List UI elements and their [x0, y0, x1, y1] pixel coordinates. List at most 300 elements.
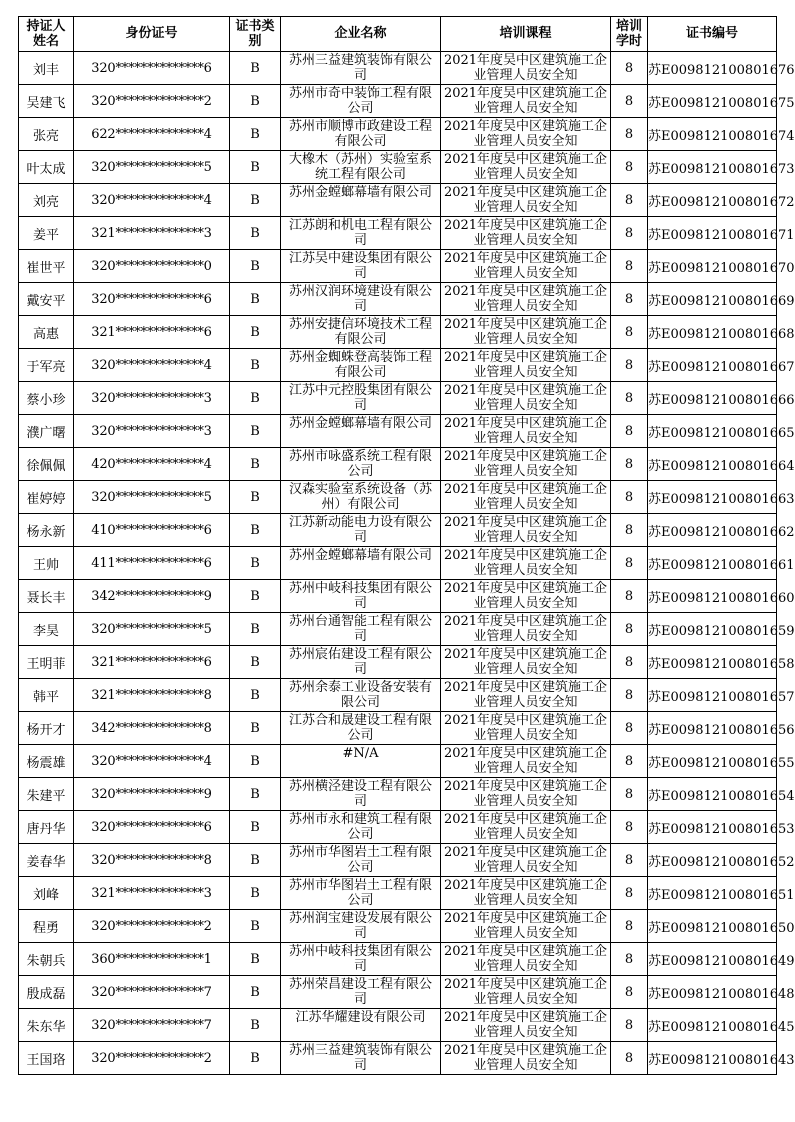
- cell-cert-no: 苏E009812100801661: [648, 547, 777, 580]
- cell-company-text: 苏州台通智能工程有限公司: [288, 614, 432, 644]
- table-row: [19, 811, 777, 844]
- cell-course-text: 2021年度吴中区建筑施工企业管理人员安全知: [443, 779, 608, 809]
- cell-category: B: [230, 679, 281, 712]
- cell-cert-no: 苏E009812100801667: [648, 349, 777, 382]
- cell-course-text: 2021年度吴中区建筑施工企业管理人员安全知: [443, 482, 608, 512]
- cell-course: [441, 976, 611, 1009]
- cell-id-no: 320**************5: [74, 613, 230, 646]
- cell-course: [441, 679, 611, 712]
- cell-company-text: 苏州市顺博市政建设工程有限公司: [288, 119, 432, 149]
- cell-category: B: [230, 580, 281, 613]
- cell-course: [441, 85, 611, 118]
- cell-company: [281, 712, 441, 745]
- cell-category: B: [230, 283, 281, 316]
- header-course: 培训课程: [441, 17, 611, 52]
- cell-company: [281, 217, 441, 250]
- cell-cert-no: 苏E009812100801664: [648, 448, 777, 481]
- cell-hours: 8: [611, 778, 648, 811]
- cell-name: 聂长丰: [19, 580, 74, 613]
- cell-course-text: 2021年度吴中区建筑施工企业管理人员安全知: [443, 614, 608, 644]
- cell-hours: 8: [611, 877, 648, 910]
- cell-category: B: [230, 481, 281, 514]
- cell-cert-no: 苏E009812100801676: [648, 52, 777, 85]
- cell-company: [281, 316, 441, 349]
- cell-id-no: 320**************6: [74, 283, 230, 316]
- cell-id-no: 342**************9: [74, 580, 230, 613]
- cell-course: [441, 712, 611, 745]
- cell-id-no: 320**************2: [74, 1042, 230, 1075]
- header-cert-no: 证书编号: [648, 17, 777, 52]
- cell-company-text: 汉森实验室系统设备（苏州）有限公司: [288, 482, 432, 512]
- cell-cert-no: 苏E009812100801650: [648, 910, 777, 943]
- table-row: [19, 877, 777, 910]
- cell-category: B: [230, 844, 281, 877]
- cell-company-text: 苏州三益建筑装饰有限公司: [288, 53, 432, 83]
- table-row: [19, 415, 777, 448]
- cell-category: B: [230, 943, 281, 976]
- cell-id-no: 321**************3: [74, 217, 230, 250]
- cell-name: 唐丹华: [19, 811, 74, 844]
- cell-hours: 8: [611, 217, 648, 250]
- cell-id-no: 410**************6: [74, 514, 230, 547]
- cell-company: [281, 778, 441, 811]
- header-company: 企业名称: [281, 17, 441, 52]
- cell-course-text: 2021年度吴中区建筑施工企业管理人员安全知: [443, 647, 608, 677]
- cell-company-text: 江苏朗和机电工程有限公司: [288, 218, 432, 248]
- cell-name: 殷成磊: [19, 976, 74, 1009]
- cell-company: [281, 811, 441, 844]
- cell-category: B: [230, 151, 281, 184]
- cell-course-text: 2021年度吴中区建筑施工企业管理人员安全知: [443, 86, 608, 116]
- cell-course-text: 2021年度吴中区建筑施工企业管理人员安全知: [443, 317, 608, 347]
- cell-company-text: 苏州中岐科技集团有限公司: [288, 944, 432, 974]
- cell-course-text: 2021年度吴中区建筑施工企业管理人员安全知: [443, 548, 608, 578]
- cell-hours: 8: [611, 646, 648, 679]
- cell-company: [281, 877, 441, 910]
- cell-hours: 8: [611, 316, 648, 349]
- cell-company-text: 苏州润宝建设发展有限公司: [288, 911, 432, 941]
- cell-course: [441, 646, 611, 679]
- cell-id-no: 321**************8: [74, 679, 230, 712]
- cell-category: B: [230, 349, 281, 382]
- cell-cert-no: 苏E009812100801643: [648, 1042, 777, 1075]
- cell-name: 吴建飞: [19, 85, 74, 118]
- cell-course-text: 2021年度吴中区建筑施工企业管理人员安全知: [443, 152, 608, 182]
- cell-company: [281, 250, 441, 283]
- cell-course-text: 2021年度吴中区建筑施工企业管理人员安全知: [443, 746, 608, 776]
- cell-hours: 8: [611, 349, 648, 382]
- cell-course-text: 2021年度吴中区建筑施工企业管理人员安全知: [443, 680, 608, 710]
- cell-company-text: 苏州市华图岩土工程有限公司: [288, 878, 432, 908]
- cell-name: 王国珞: [19, 1042, 74, 1075]
- cell-hours: 8: [611, 250, 648, 283]
- cell-company: [281, 910, 441, 943]
- table-row: [19, 151, 777, 184]
- cell-hours: 8: [611, 283, 648, 316]
- table-row: [19, 481, 777, 514]
- cell-cert-no: 苏E009812100801675: [648, 85, 777, 118]
- cell-category: B: [230, 1042, 281, 1075]
- cell-course: [441, 118, 611, 151]
- cell-company-text: 苏州三益建筑装饰有限公司: [288, 1043, 432, 1073]
- cell-name: 张亮: [19, 118, 74, 151]
- cell-company: [281, 580, 441, 613]
- cell-course: [441, 481, 611, 514]
- cell-company: [281, 448, 441, 481]
- cell-category: B: [230, 778, 281, 811]
- cell-course: [441, 580, 611, 613]
- cell-name: 姜春华: [19, 844, 74, 877]
- cell-cert-no: 苏E009812100801655: [648, 745, 777, 778]
- cell-category: B: [230, 52, 281, 85]
- cell-id-no: 411**************6: [74, 547, 230, 580]
- header-row: [19, 17, 777, 52]
- table-row: [19, 184, 777, 217]
- header-category: 证书类别: [230, 17, 281, 52]
- cell-hours: 8: [611, 85, 648, 118]
- cell-company-text: 苏州市咏盛系统工程有限公司: [288, 449, 432, 479]
- cell-company: [281, 85, 441, 118]
- cell-id-no: 321**************3: [74, 877, 230, 910]
- cell-company-text: 苏州横泾建设工程有限公司: [288, 779, 432, 809]
- cell-company: [281, 184, 441, 217]
- cell-category: B: [230, 415, 281, 448]
- cell-course-text: 2021年度吴中区建筑施工企业管理人员安全知: [443, 845, 608, 875]
- cell-course: [441, 415, 611, 448]
- cell-hours: 8: [611, 976, 648, 1009]
- cell-category: B: [230, 547, 281, 580]
- cell-name: 姜平: [19, 217, 74, 250]
- cell-cert-no: 苏E009812100801656: [648, 712, 777, 745]
- cell-company: [281, 679, 441, 712]
- cell-hours: 8: [611, 1042, 648, 1075]
- cell-hours: 8: [611, 481, 648, 514]
- cell-company: [281, 514, 441, 547]
- cell-category: B: [230, 1009, 281, 1042]
- table-row: [19, 613, 777, 646]
- cell-name: 杨永新: [19, 514, 74, 547]
- cell-id-no: 360**************1: [74, 943, 230, 976]
- cell-course-text: 2021年度吴中区建筑施工企业管理人员安全知: [443, 1043, 608, 1073]
- cell-company: [281, 613, 441, 646]
- cell-course: [441, 877, 611, 910]
- table-row: [19, 943, 777, 976]
- cell-company: [281, 415, 441, 448]
- cell-course: [441, 613, 611, 646]
- cell-id-no: 320**************6: [74, 811, 230, 844]
- cell-course: [441, 283, 611, 316]
- cell-name: 王帅: [19, 547, 74, 580]
- cell-course: [441, 778, 611, 811]
- cell-cert-no: 苏E009812100801669: [648, 283, 777, 316]
- cell-hours: 8: [611, 712, 648, 745]
- cell-course-text: 2021年度吴中区建筑施工企业管理人员安全知: [443, 812, 608, 842]
- cell-course: [441, 547, 611, 580]
- cell-id-no: 321**************6: [74, 316, 230, 349]
- cell-id-no: 320**************5: [74, 481, 230, 514]
- cell-id-no: 320**************4: [74, 745, 230, 778]
- cell-category: B: [230, 85, 281, 118]
- header-name: 持证人姓名: [19, 17, 74, 52]
- cell-cert-no: 苏E009812100801674: [648, 118, 777, 151]
- cell-cert-no: 苏E009812100801666: [648, 382, 777, 415]
- cell-name: 濮广曙: [19, 415, 74, 448]
- cell-company: [281, 382, 441, 415]
- cell-category: B: [230, 712, 281, 745]
- cell-hours: 8: [611, 613, 648, 646]
- cell-hours: 8: [611, 679, 648, 712]
- cell-company-text: 苏州金蜘蛛登高装饰工程有限公司: [288, 350, 432, 380]
- cell-id-no: 320**************6: [74, 52, 230, 85]
- cell-name: 王明菲: [19, 646, 74, 679]
- cell-name: 刘丰: [19, 52, 74, 85]
- table-row: [19, 217, 777, 250]
- cell-name: 韩平: [19, 679, 74, 712]
- cell-name: 徐佩佩: [19, 448, 74, 481]
- cell-id-no: 320**************5: [74, 151, 230, 184]
- certificate-table: [18, 16, 795, 1075]
- cell-category: B: [230, 382, 281, 415]
- cell-category: B: [230, 745, 281, 778]
- cell-company-text: 苏州市永和建筑工程有限公司: [288, 812, 432, 842]
- cell-hours: 8: [611, 448, 648, 481]
- cell-hours: 8: [611, 844, 648, 877]
- cell-course-text: 2021年度吴中区建筑施工企业管理人员安全知: [443, 1010, 608, 1040]
- cell-cert-no: 苏E009812100801665: [648, 415, 777, 448]
- cell-id-no: 320**************7: [74, 976, 230, 1009]
- cell-name: 蔡小珍: [19, 382, 74, 415]
- cell-id-no: 320**************3: [74, 382, 230, 415]
- cell-cert-no: 苏E009812100801645: [648, 1009, 777, 1042]
- table-row: [19, 349, 777, 382]
- cell-company-text: 苏州宸佑建设工程有限公司: [288, 647, 432, 677]
- cell-company-text: 苏州安捷信环境技术工程有限公司: [288, 317, 432, 347]
- table-row: [19, 910, 777, 943]
- cell-course: [441, 844, 611, 877]
- cell-course: [441, 151, 611, 184]
- cell-company: [281, 1009, 441, 1042]
- cell-company: [281, 349, 441, 382]
- cell-cert-no: 苏E009812100801658: [648, 646, 777, 679]
- cell-id-no: 320**************2: [74, 85, 230, 118]
- cell-course: [441, 1042, 611, 1075]
- cell-category: B: [230, 646, 281, 679]
- cell-company: [281, 283, 441, 316]
- cell-course-text: 2021年度吴中区建筑施工企业管理人员安全知: [443, 218, 608, 248]
- cell-course-text: 2021年度吴中区建筑施工企业管理人员安全知: [443, 416, 608, 446]
- cell-course-text: 2021年度吴中区建筑施工企业管理人员安全知: [443, 581, 608, 611]
- table-row: [19, 283, 777, 316]
- cell-company: [281, 151, 441, 184]
- cell-company-text: 苏州汉润环境建设有限公司: [288, 284, 432, 314]
- cell-id-no: 320**************3: [74, 415, 230, 448]
- cell-course: [441, 184, 611, 217]
- cell-course-text: 2021年度吴中区建筑施工企业管理人员安全知: [443, 350, 608, 380]
- cell-company-text: 江苏中元控股集团有限公司: [288, 383, 432, 413]
- cell-company-text: 江苏华耀建设有限公司: [295, 1010, 426, 1025]
- cell-cert-no: 苏E009812100801673: [648, 151, 777, 184]
- cell-company: [281, 844, 441, 877]
- cell-hours: 8: [611, 811, 648, 844]
- cell-id-no: 420**************4: [74, 448, 230, 481]
- cell-company-text: 苏州余泰工业设备安装有限公司: [288, 680, 432, 710]
- cell-name: 朱朝兵: [19, 943, 74, 976]
- cell-course: [441, 514, 611, 547]
- cell-company-text: 江苏新动能电力设有限公司: [288, 515, 432, 545]
- cell-cert-no: 苏E009812100801649: [648, 943, 777, 976]
- cell-course-text: 2021年度吴中区建筑施工企业管理人员安全知: [443, 878, 608, 908]
- cell-cert-no: 苏E009812100801654: [648, 778, 777, 811]
- table-row: [19, 712, 777, 745]
- cell-company: [281, 976, 441, 1009]
- cell-category: B: [230, 976, 281, 1009]
- table-row: [19, 382, 777, 415]
- cell-category: B: [230, 217, 281, 250]
- cell-hours: 8: [611, 943, 648, 976]
- cell-company: [281, 52, 441, 85]
- cell-cert-no: 苏E009812100801653: [648, 811, 777, 844]
- cell-id-no: 320**************0: [74, 250, 230, 283]
- cell-id-no: 320**************2: [74, 910, 230, 943]
- cell-name: 崔婷婷: [19, 481, 74, 514]
- cell-course-text: 2021年度吴中区建筑施工企业管理人员安全知: [443, 284, 608, 314]
- cell-cert-no: 苏E009812100801651: [648, 877, 777, 910]
- cell-course: [441, 250, 611, 283]
- cell-category: B: [230, 250, 281, 283]
- cell-company: [281, 1042, 441, 1075]
- cell-hours: 8: [611, 580, 648, 613]
- cell-cert-no: 苏E009812100801663: [648, 481, 777, 514]
- table-row: [19, 1042, 777, 1075]
- cell-cert-no: 苏E009812100801648: [648, 976, 777, 1009]
- cell-id-no: 320**************8: [74, 844, 230, 877]
- cell-id-no: 320**************4: [74, 349, 230, 382]
- cell-course: [441, 811, 611, 844]
- cell-cert-no: 苏E009812100801671: [648, 217, 777, 250]
- header-hours: 培训学时: [611, 17, 648, 52]
- cell-course: [441, 316, 611, 349]
- cell-course-text: 2021年度吴中区建筑施工企业管理人员安全知: [443, 119, 608, 149]
- table-row: [19, 778, 777, 811]
- cell-name: 朱建平: [19, 778, 74, 811]
- cell-course-text: 2021年度吴中区建筑施工企业管理人员安全知: [443, 977, 608, 1007]
- cell-category: B: [230, 448, 281, 481]
- cell-category: B: [230, 811, 281, 844]
- cell-id-no: 342**************8: [74, 712, 230, 745]
- cell-hours: 8: [611, 547, 648, 580]
- cell-company-text: 江苏合和晟建设工程有限公司: [288, 713, 432, 743]
- cell-name: 刘亮: [19, 184, 74, 217]
- cell-name: 于军亮: [19, 349, 74, 382]
- cell-course: [441, 448, 611, 481]
- table-row: [19, 580, 777, 613]
- cell-company: [281, 481, 441, 514]
- cell-course-text: 2021年度吴中区建筑施工企业管理人员安全知: [443, 185, 608, 215]
- cell-course: [441, 1009, 611, 1042]
- cell-company-text: 苏州金螳螂幕墙有限公司: [288, 548, 432, 563]
- table-row: [19, 514, 777, 547]
- cell-course-text: 2021年度吴中区建筑施工企业管理人员安全知: [443, 383, 608, 413]
- cell-category: B: [230, 613, 281, 646]
- table-row: [19, 547, 777, 580]
- table-row: [19, 250, 777, 283]
- cell-course-text: 2021年度吴中区建筑施工企业管理人员安全知: [443, 911, 608, 941]
- cell-name: 杨震雄: [19, 745, 74, 778]
- table-row: [19, 679, 777, 712]
- cell-cert-no: 苏E009812100801652: [648, 844, 777, 877]
- table-row: [19, 976, 777, 1009]
- cell-company: [281, 943, 441, 976]
- cell-course: [441, 382, 611, 415]
- cell-cert-no: 苏E009812100801668: [648, 316, 777, 349]
- cell-name: 朱东华: [19, 1009, 74, 1042]
- cell-hours: 8: [611, 184, 648, 217]
- cell-company: [281, 745, 441, 778]
- header-id-no: 身份证号: [74, 17, 230, 52]
- cell-id-no: 320**************9: [74, 778, 230, 811]
- cell-hours: 8: [611, 1009, 648, 1042]
- cell-hours: 8: [611, 382, 648, 415]
- cell-name: 刘峰: [19, 877, 74, 910]
- cell-hours: 8: [611, 415, 648, 448]
- table-row: [19, 745, 777, 778]
- table-row: [19, 118, 777, 151]
- cell-category: B: [230, 118, 281, 151]
- cell-category: B: [230, 877, 281, 910]
- table-row: [19, 646, 777, 679]
- cell-company-text: 苏州市华图岩土工程有限公司: [288, 845, 432, 875]
- cell-company-text: 苏州荣昌建设工程有限公司: [288, 977, 432, 1007]
- cell-category: B: [230, 316, 281, 349]
- cell-company-text: 苏州金螳螂幕墙有限公司: [288, 185, 432, 200]
- cell-course-text: 2021年度吴中区建筑施工企业管理人员安全知: [443, 53, 608, 83]
- cell-category: B: [230, 184, 281, 217]
- cell-name: 戴安平: [19, 283, 74, 316]
- table-row: [19, 1009, 777, 1042]
- cell-company-text: 苏州中岐科技集团有限公司: [288, 581, 432, 611]
- cell-id-no: 321**************6: [74, 646, 230, 679]
- cell-course-text: 2021年度吴中区建筑施工企业管理人员安全知: [443, 944, 608, 974]
- table-row: [19, 448, 777, 481]
- cell-name: 高惠: [19, 316, 74, 349]
- cell-cert-no: 苏E009812100801672: [648, 184, 777, 217]
- cell-name: 程勇: [19, 910, 74, 943]
- cell-course: [441, 217, 611, 250]
- cell-name: 李昊: [19, 613, 74, 646]
- table-row: [19, 85, 777, 118]
- cell-company: [281, 646, 441, 679]
- cell-hours: 8: [611, 745, 648, 778]
- cell-cert-no: 苏E009812100801670: [648, 250, 777, 283]
- table-row: [19, 316, 777, 349]
- table-row: [19, 844, 777, 877]
- cell-course: [441, 745, 611, 778]
- cell-company-text: #N/A: [342, 746, 379, 761]
- cell-category: B: [230, 514, 281, 547]
- table-body: [19, 52, 795, 1075]
- cell-hours: 8: [611, 52, 648, 85]
- cell-course-text: 2021年度吴中区建筑施工企业管理人员安全知: [443, 515, 608, 545]
- cell-name: 叶太成: [19, 151, 74, 184]
- cell-course: [441, 349, 611, 382]
- cell-hours: 8: [611, 118, 648, 151]
- cell-category: B: [230, 910, 281, 943]
- cell-hours: 8: [611, 910, 648, 943]
- cell-course: [441, 943, 611, 976]
- cell-company-text: 江苏吴中建设集团有限公司: [288, 251, 432, 281]
- cell-id-no: 622**************4: [74, 118, 230, 151]
- cell-course: [441, 52, 611, 85]
